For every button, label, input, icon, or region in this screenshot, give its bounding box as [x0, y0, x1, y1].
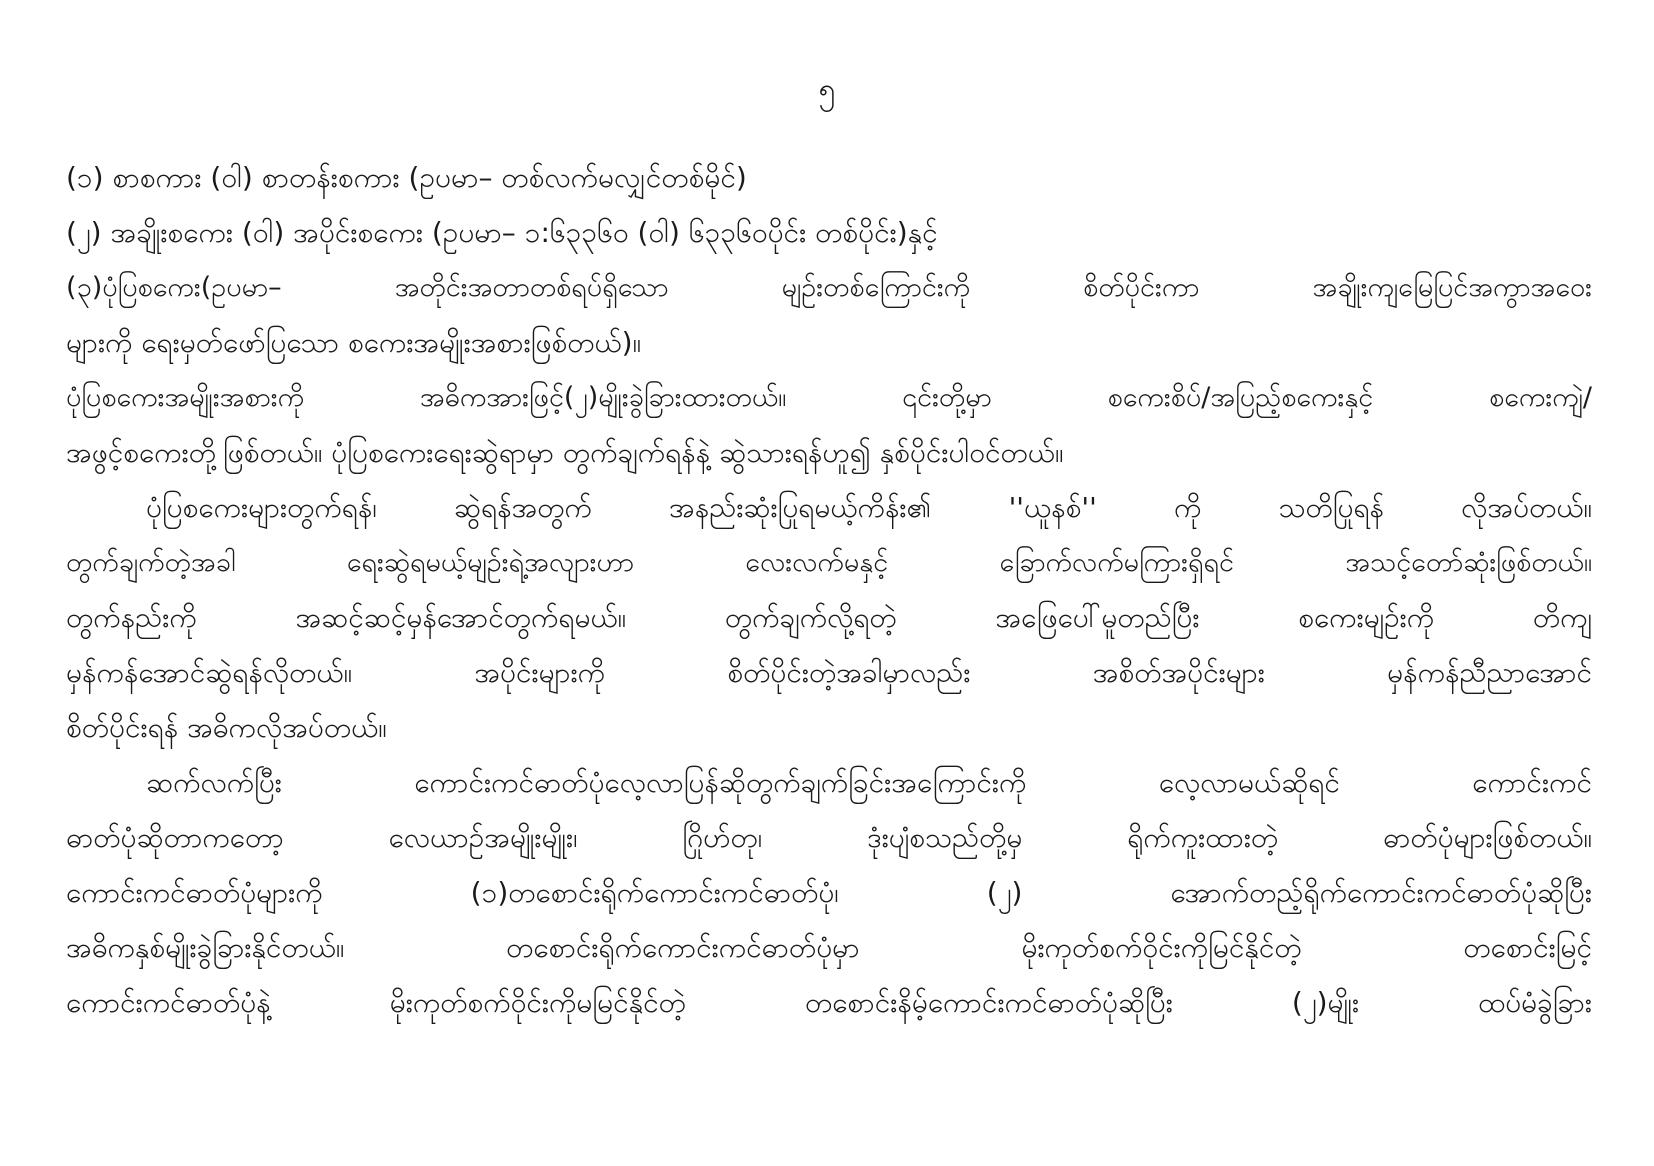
text-line: ကောင်းကင်ဓာတ်ပုံနဲ့ မိုးကုတ်စက်ဝိုင်းကိုမမြင်နိုင်တဲ့ တစောင်းနိမ့်ကောင်းကင်ဓာတ်ပုံဆိုပြီး (၂)မျိုး ထပ်မံခွဲခြား	[66, 986, 1592, 1019]
text-line: အဓိကနှစ်မျိုးခွဲခြားနိုင်တယ်။ တစောင်းရိုက်ကောင်းကင်ဓာတ်ပုံမှာ မိုးကုတ်စက်ဝိုင်းကိုမြင်နိုင်တဲ့ တစောင်းမြင့်	[66, 931, 1592, 964]
text-line: ဆက်လက်ပြီး ကောင်းကင်ဓာတ်ပုံလေ့လာပြန်ဆိုတွက်ချက်ခြင်းအကြောင်းကို လေ့လာမယ်ဆိုရင် ကောင်းကင်	[146, 766, 1592, 799]
text-line: တွက်နည်းကို အဆင့်ဆင့်မှန်အောင်တွက်ရမယ်။ တွက်ချက်လို့ရတဲ့ အဖြေပေါ်မူတည်ပြီး စကေးမျဉ်းကို တိကျ	[66, 601, 1592, 634]
text-line: တွက်ချက်တဲ့အခါ ရေးဆွဲရမယ့်မျဉ်းရဲ့အလျားဟာ လေးလက်မနှင့် ခြောက်လက်မကြားရှိရင် အသင့်တော်ဆုံးဖြစ်တယ်။	[66, 547, 1592, 578]
text-line: ပုံပြစကေးအမျိုးအစားကို အဓိကအားဖြင့်(၂)မျိုးခွဲခြားထားတယ်။ ၎င်းတို့မှာ စကေးစိပ်/အပြည့်စကေးနှင့် စကေးကျဲ/	[66, 382, 1592, 413]
page-number: ၅	[818, 72, 836, 107]
text-line: ပုံပြစကေးများတွက်ရန်၊ ဆွဲရန်အတွက် အနည်းဆုံးပြုရမယ့်ကိန်း၏ ''ယူနစ်'' ကို သတိပြုရန် လိုအပ်တယ်။	[146, 491, 1592, 524]
text-line: အဖွင့်စကေးတို့ဖြစ်တယ်။ ပုံပြစကေးရေးဆွဲရာမှာ တွက်ချက်ရန်နဲ့ ဆွဲသားရန်ဟူ၍ နှစ်ပိုင်းပါဝင်တယ်။	[66, 436, 1064, 469]
text-line: မှန်ကန်အောင်ဆွဲရန်လိုတယ်။ အပိုင်းများကို စိတ်ပိုင်းတဲ့အခါမှာလည်း အစိတ်အပိုင်းများ မှန်ကန်ညီညာအောင်	[66, 656, 1592, 689]
text-line: (၂) အချိုးစကေး (ဝါ) အပိုင်းစကေး (ဥပမာ– ၁:၆၃၃၆၀ (ဝါ) ၆၃၃၆၀ပိုင်း တစ်ပိုင်း)နှင့်	[66, 216, 938, 249]
text-line: (၃)ပုံပြစကေး(ဥပမာ– အတိုင်းအတာတစ်ရပ်ရှိသော မျဉ်းတစ်ကြောင်းကို စိတ်ပိုင်းကာ အချိုးကျမြေပြင်အကွာအဝေး	[66, 272, 1592, 303]
text-line: ဓာတ်ပုံဆိုတာကတော့ လေယာဉ်အမျိုးမျိုး၊ ဂြိုဟ်တု၊ ဒုံးပျံစသည်တို့မှ ရိုက်ကူးထားတဲ့ ဓာတ်ပုံများဖြစ်တယ်။	[66, 821, 1592, 854]
body-text	[66, 150, 1592, 1030]
text-line: များကို ရေးမှတ်ဖော်ပြသော စကေးအမျိုးအစားဖြစ်တယ်)။	[66, 326, 642, 359]
text-line: (၁) စာစကား (ဝါ) စာတန်းစကား (ဥပမာ– တစ်လက်မလျှင်တစ်မိုင်)	[66, 161, 747, 194]
text-line: ကောင်းကင်ဓာတ်ပုံများကို (၁)တစောင်းရိုက်ကောင်းကင်ဓာတ်ပုံ၊ (၂) အောက်တည့်ရိုက်ကောင်းကင်ဓာတ်ပုံဆိုပြီး	[66, 876, 1592, 909]
text-line: စိတ်ပိုင်းရန် အဓိကလိုအပ်တယ်။	[66, 711, 387, 744]
